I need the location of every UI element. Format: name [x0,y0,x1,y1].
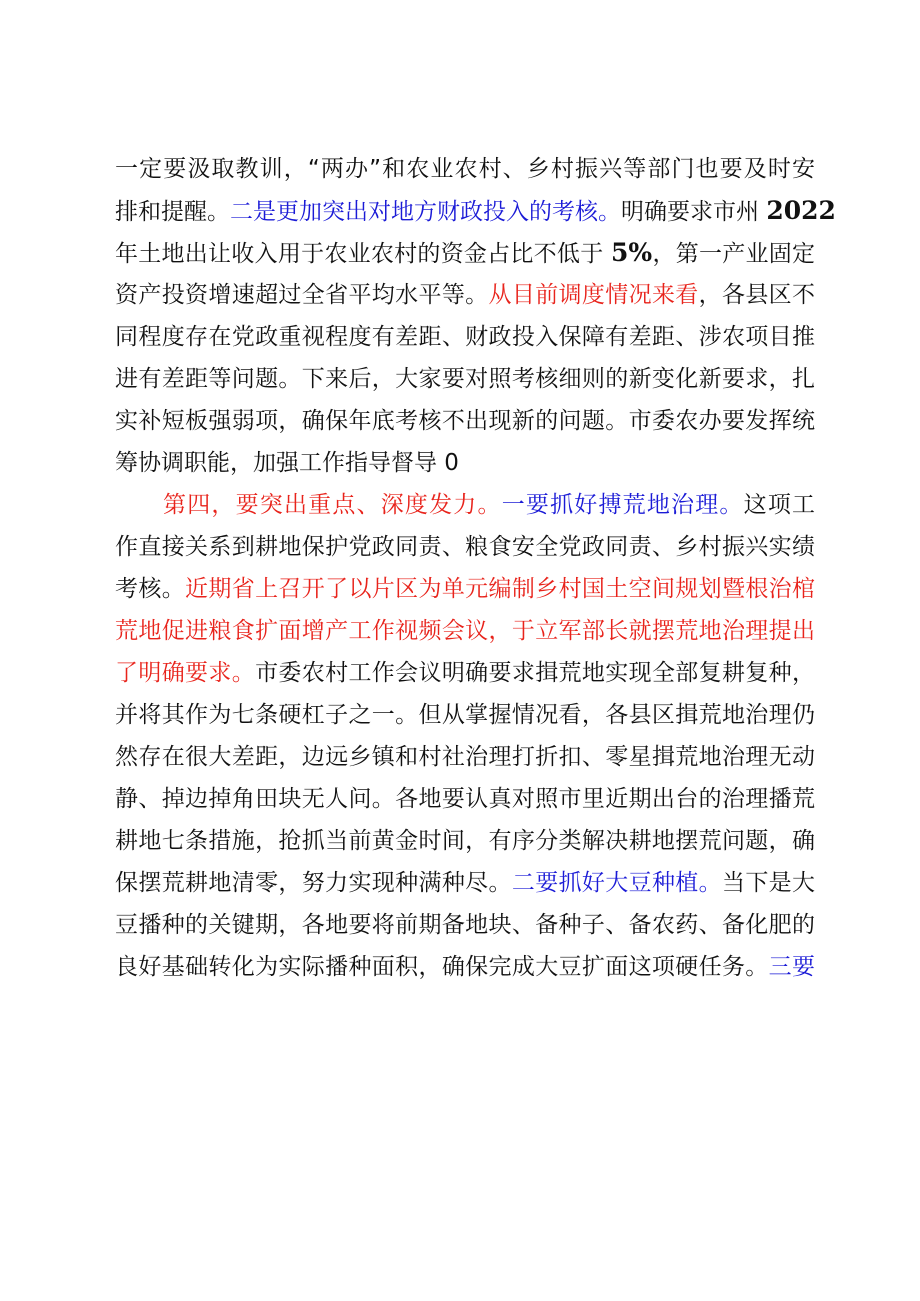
text-segment: 明确要求市州 [621,199,767,225]
text-segment: 良好基础转化为实际播种面积，确保完成大豆扩面这项硬任务。 [115,954,769,980]
text-segment: 从目前调度情况来看 [488,282,699,308]
text-segment: 同程度存在党政重视程度有差距、财政投入保障有差距、涉农项目推 [115,324,815,350]
text-segment: 年土地出让收入用于农业农村的资金占比不低于 [115,241,612,267]
text-line [115,148,815,190]
text-line [115,484,815,526]
text-line [115,232,815,274]
text-segment: 二是更加突出对地方财政投入的考核。 [230,199,621,225]
text-segment: 近期省上召开了以片区为单元编制乡村国土空间规划暨根治棺 [185,576,816,602]
text-segment: 了明确要求。 [115,660,256,686]
text-line [115,694,815,736]
text-segment: 进有差距等问题。下来后，大家要对照考核细则的新变化新要求，扎 [115,366,815,392]
text-line [115,946,815,988]
text-line [115,778,815,820]
text-segment: 静、掉边掉角田块无人问。各地要认真对照市里近期出台的治理播荒 [115,786,815,812]
text-segment: ，各县区不 [698,282,816,308]
text-segment: 第四，要突出重点、深度发力。 [163,492,502,518]
text-line [115,442,815,484]
text-segment: 三要 [768,954,816,980]
text-segment: 然存在很大差距，边远乡镇和村社治理打折扣、零星揖荒地治理无动 [115,744,815,770]
text-segment: 一要抓好搏荒地治理。 [501,492,744,518]
text-segment: 筹协调职能，加强工作指导督导 0 [115,450,459,476]
text-segment: 作直接关系到耕地保护党政同责、粮食安全党政同责、乡村振兴实绩 [115,534,815,560]
text-segment: 排和提醒。 [115,199,230,225]
text-line [115,652,815,694]
text-segment: 考核。 [115,576,186,602]
text-line [115,316,815,358]
text-line [115,568,815,610]
text-line [115,736,815,778]
text-segment: 耕地七条措施，抢抓当前黄金时间，有序分类解决耕地摆荒问题，确 [115,828,815,854]
text-segment: 一定要汲取教训，“两办”和农业农村、乡村振兴等部门也要及时安 [115,156,815,182]
text-segment: 二要抓好大豆种植。 [511,870,722,896]
document-body [115,148,836,988]
text-segment: 保摆荒耕地清零，努力实现种满种尽。 [115,870,512,896]
text-segment: ，第一产业固定 [652,241,816,267]
text-segment: 资产投资增速超过全省平均水平等。 [115,282,489,308]
text-segment: 2022 [766,196,836,225]
text-segment: 并将其作为七条硬杠子之一。但从掌握情况看，各县区揖荒地治理仍 [115,702,815,728]
text-line [115,862,815,904]
text-line [115,400,815,442]
text-line [115,610,815,652]
text-line [115,820,815,862]
text-line [115,274,815,316]
text-segment: 5% [611,238,653,267]
text-line [115,526,815,568]
text-line [115,904,815,946]
text-line [115,358,815,400]
text-segment: 市委农村工作会议明确要求揖荒地实现全部复耕复种， [255,660,816,686]
text-segment: 这项工 [743,492,816,518]
paragraph-2 [115,484,815,988]
text-segment: 荒地促进粮食扩面增产工作视频会议，于立军部长就摆荒地治理提出 [115,618,815,644]
text-line [115,190,836,232]
text-segment: 豆播种的关键期，各地要将前期备地块、备种子、备农药、备化肥的 [115,912,815,938]
text-segment: 当下是大 [721,870,816,896]
text-segment: 实补短板强弱项，确保年底考核不出现新的问题。市委农办要发挥统 [115,408,815,434]
paragraph-1 [115,148,836,484]
